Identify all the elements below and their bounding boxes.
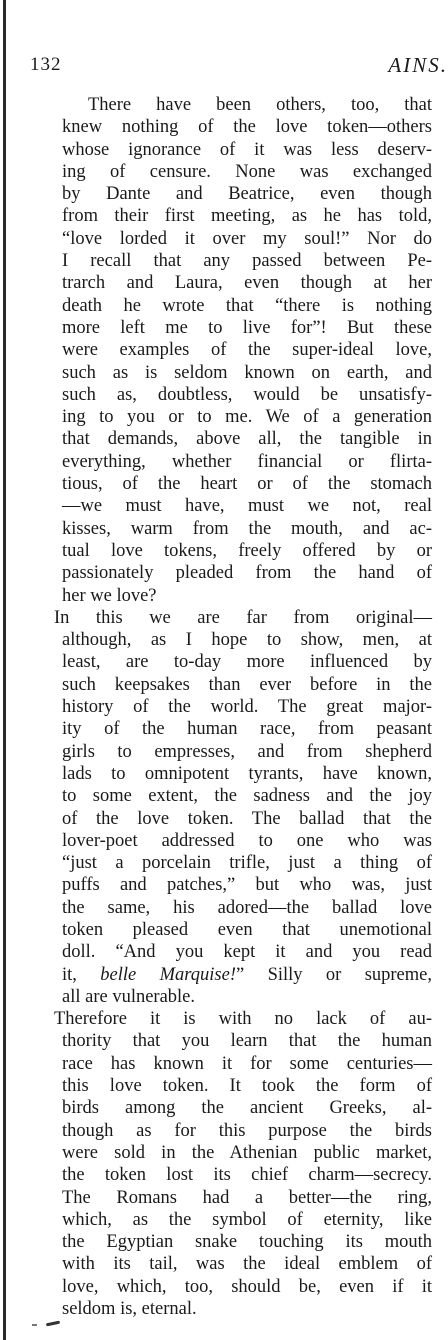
text-line: death he wrote that “there is nothing xyxy=(62,295,432,316)
page-header xyxy=(30,54,448,84)
text-line: were sold in the Athenian public market, xyxy=(62,1142,432,1163)
text-line: puffs and patches,” but who was, just xyxy=(62,875,432,896)
text-line: though as for this purpose the birds xyxy=(62,1120,432,1141)
text-line: of the love token. The ballad that the xyxy=(62,808,432,829)
text-line: such as, doubtless, would be unsatisfy- xyxy=(62,384,432,405)
paragraph xyxy=(54,1008,432,1320)
text-line: ity of the human race, from peasant xyxy=(62,719,432,740)
text-line: birds among the ancient Greeks, al- xyxy=(62,1098,432,1119)
text-line: tious, of the heart or of the stomach xyxy=(62,474,432,495)
italic-phrase: belle Marquise! xyxy=(100,964,236,985)
text-line: Therefore it is with no lack of au- xyxy=(54,1009,432,1030)
text-line: lover-poet addressed to one who was xyxy=(62,830,432,851)
text-line: ing of censure. None was exchanged xyxy=(62,161,432,182)
book-spine-edge xyxy=(3,0,6,1340)
text-line: history of the world. The great major- xyxy=(62,697,432,718)
text-line: that demands, above all, the tangible in xyxy=(62,429,432,450)
ink-smudge xyxy=(46,1321,60,1327)
text-line: ing to you or to me. We of a generation xyxy=(62,407,432,428)
text-line: There have been others, too, that xyxy=(88,95,432,115)
text-line: from their first meeting, as he has told, xyxy=(62,206,432,227)
text-line: her we love? xyxy=(62,585,157,606)
text-line: which, as the symbol of eternity, like xyxy=(62,1209,432,1230)
page-number: 132 xyxy=(30,54,62,75)
paragraph xyxy=(62,94,432,607)
text-line: The Romans had a better—the ring, xyxy=(62,1187,432,1208)
text-line: love, which, too, should be, even if it xyxy=(62,1276,432,1297)
text-line: such keepsakes than ever before in the xyxy=(62,674,432,695)
text-line: were examples of the super-ideal love, xyxy=(62,340,432,361)
text-line: least, are to-day more influenced by xyxy=(62,652,432,673)
paragraph xyxy=(54,607,432,1008)
text-line: knew nothing of the love token—others xyxy=(62,117,432,138)
text-line: all are vulnerable. xyxy=(62,986,196,1007)
text-line: race has known it for some centuries— xyxy=(62,1053,432,1074)
text-line: In this we are far from original— xyxy=(54,607,432,628)
text-line: such as is seldom known on earth, and xyxy=(62,362,432,383)
text-line: tual love tokens, freely offered by or xyxy=(62,540,432,561)
text-line: seldom is, eternal. xyxy=(62,1299,197,1320)
text-line: lads to omnipotent tyrants, have known, xyxy=(62,763,432,784)
text-line: the same, his adored—the ballad love xyxy=(62,897,432,918)
body-text xyxy=(54,94,432,1320)
text-line: doll. “And you kept it and you read xyxy=(62,942,432,963)
text-line: I recall that any passed between Pe- xyxy=(62,251,432,272)
text-line: everything, whether financial or flirta- xyxy=(62,451,432,472)
text-line: —we must have, must we not, real xyxy=(62,496,432,517)
text-line: more left me to live for”! But these xyxy=(62,317,432,338)
text-line: to some extent, the sadness and the joy xyxy=(62,786,432,807)
ink-mark xyxy=(32,1324,37,1326)
text-line: the token lost its chief charm—secrecy. xyxy=(62,1165,432,1186)
text-line: it, belle Marquise!” Silly or supreme, xyxy=(62,964,432,985)
text-line: girls to empresses, and from shepherd xyxy=(62,741,432,762)
text-line: thority that you learn that the human xyxy=(62,1031,432,1052)
text-line: token pleased even that unemotional xyxy=(62,919,432,940)
text-line: by Dante and Beatrice, even though xyxy=(62,184,432,205)
text-line: whose ignorance of it was less deserv- xyxy=(62,139,432,160)
text-line: “love lorded it over my soul!” Nor do xyxy=(62,228,432,249)
text-line: this love token. It took the form of xyxy=(62,1076,432,1097)
text-line: kisses, warm from the mouth, and ac- xyxy=(62,518,432,539)
text-line: although, as I hope to show, men, at xyxy=(62,630,432,651)
text-line: the Egyptian snake touching its mouth xyxy=(62,1232,432,1253)
text-line: passionately pleaded from the hand of xyxy=(62,563,432,584)
text-line: “just a porcelain trifle, just a thing of xyxy=(62,853,432,874)
running-head: AINS. xyxy=(388,53,448,77)
text-line: trarch and Laura, even though at her xyxy=(62,273,432,294)
text-line: with its tail, was the ideal emblem of xyxy=(62,1254,432,1275)
